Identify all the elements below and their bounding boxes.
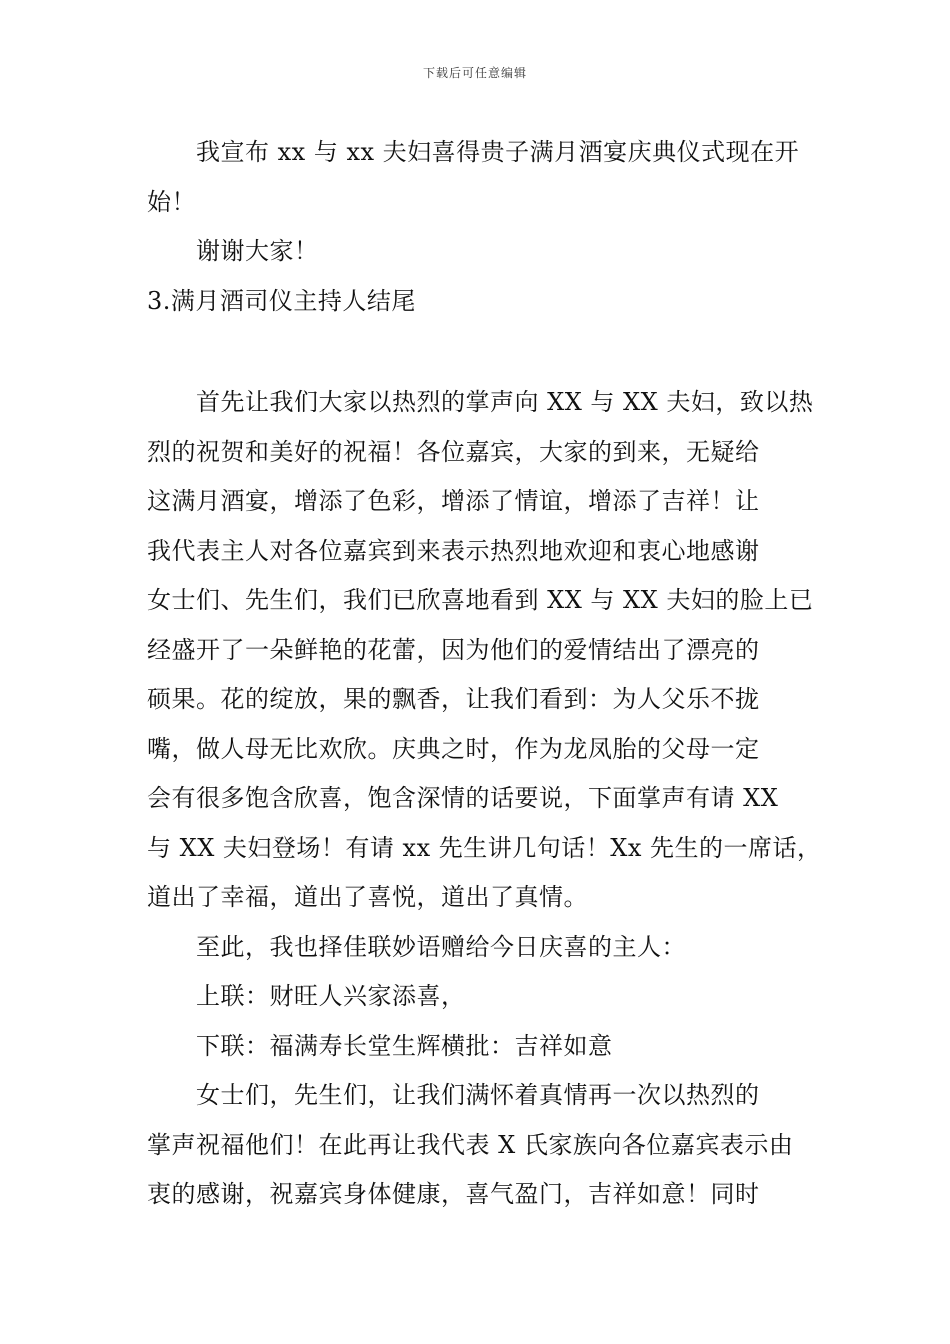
paragraph-line: 烈的祝贺和美好的祝福！各位嘉宾，大家的到来，无疑给	[147, 437, 760, 466]
couplet-upper-line: 上联：财旺人兴家添喜，	[196, 982, 466, 1010]
couplet-lower-line: 下联：福满寿长堂生辉横批：吉祥如意	[196, 1031, 613, 1060]
page-header-note: 下载后可任意编辑	[422, 66, 527, 80]
paragraph-line: 首先让我们大家以热烈的掌声向 XX 与 XX 夫妇，致以热	[196, 388, 814, 416]
paragraph-line: 掌声祝福他们！在此再让我代表 X 氏家族向各位嘉宾表示由	[147, 1130, 794, 1159]
paragraph-line: 我宣布 xx 与 xx 夫妇喜得贵子满月酒宴庆典仪式现在开	[196, 138, 800, 166]
blank-line	[147, 326, 815, 378]
paragraph-line: 道出了幸福，道出了喜悦，道出了真情。	[147, 883, 588, 911]
paragraph-line: 女士们、先生们，我们已欣喜地看到 XX 与 XX 夫妇的脸上已	[147, 586, 814, 614]
paragraph-line: 这满月酒宴，增添了色彩，增添了情谊，增添了吉祥！让	[147, 487, 760, 515]
paragraph-line: 会有很多饱含欣喜，饱含深情的话要说，下面掌声有请 XX	[147, 784, 779, 812]
paragraph-line: 我代表主人对各位嘉宾到来表示热烈地欢迎和衷心地感谢	[147, 536, 760, 565]
paragraph-line: 衷的感谢，祝嘉宾身体健康，喜气盈门，吉祥如意！同时	[147, 1180, 760, 1208]
paragraph-line: 至此，我也择佳联妙语赠给今日庆喜的主人：	[196, 932, 686, 961]
paragraph-line: 与 XX 夫妇登场！有请 xx 先生讲几句话！Xx 先生的一席话，	[147, 833, 822, 862]
document-body	[147, 128, 822, 1220]
paragraph-line: 硕果。花的绽放，果的飘香，让我们看到：为人父乐不拢	[147, 685, 760, 713]
paragraph-line: 嘴，做人母无比欢欣。庆典之时，作为龙凤胎的父母一定	[147, 734, 760, 763]
paragraph-line: 始！	[147, 187, 196, 216]
paragraph-line: 经盛开了一朵鲜艳的花蕾，因为他们的爱情结出了漂亮的	[147, 635, 760, 664]
section-heading: 3.满月酒司仪主持人结尾	[147, 286, 416, 315]
paragraph-line: 女士们，先生们，让我们满怀着真情再一次以热烈的	[196, 1081, 760, 1109]
paragraph-line: 谢谢大家！	[196, 237, 319, 265]
